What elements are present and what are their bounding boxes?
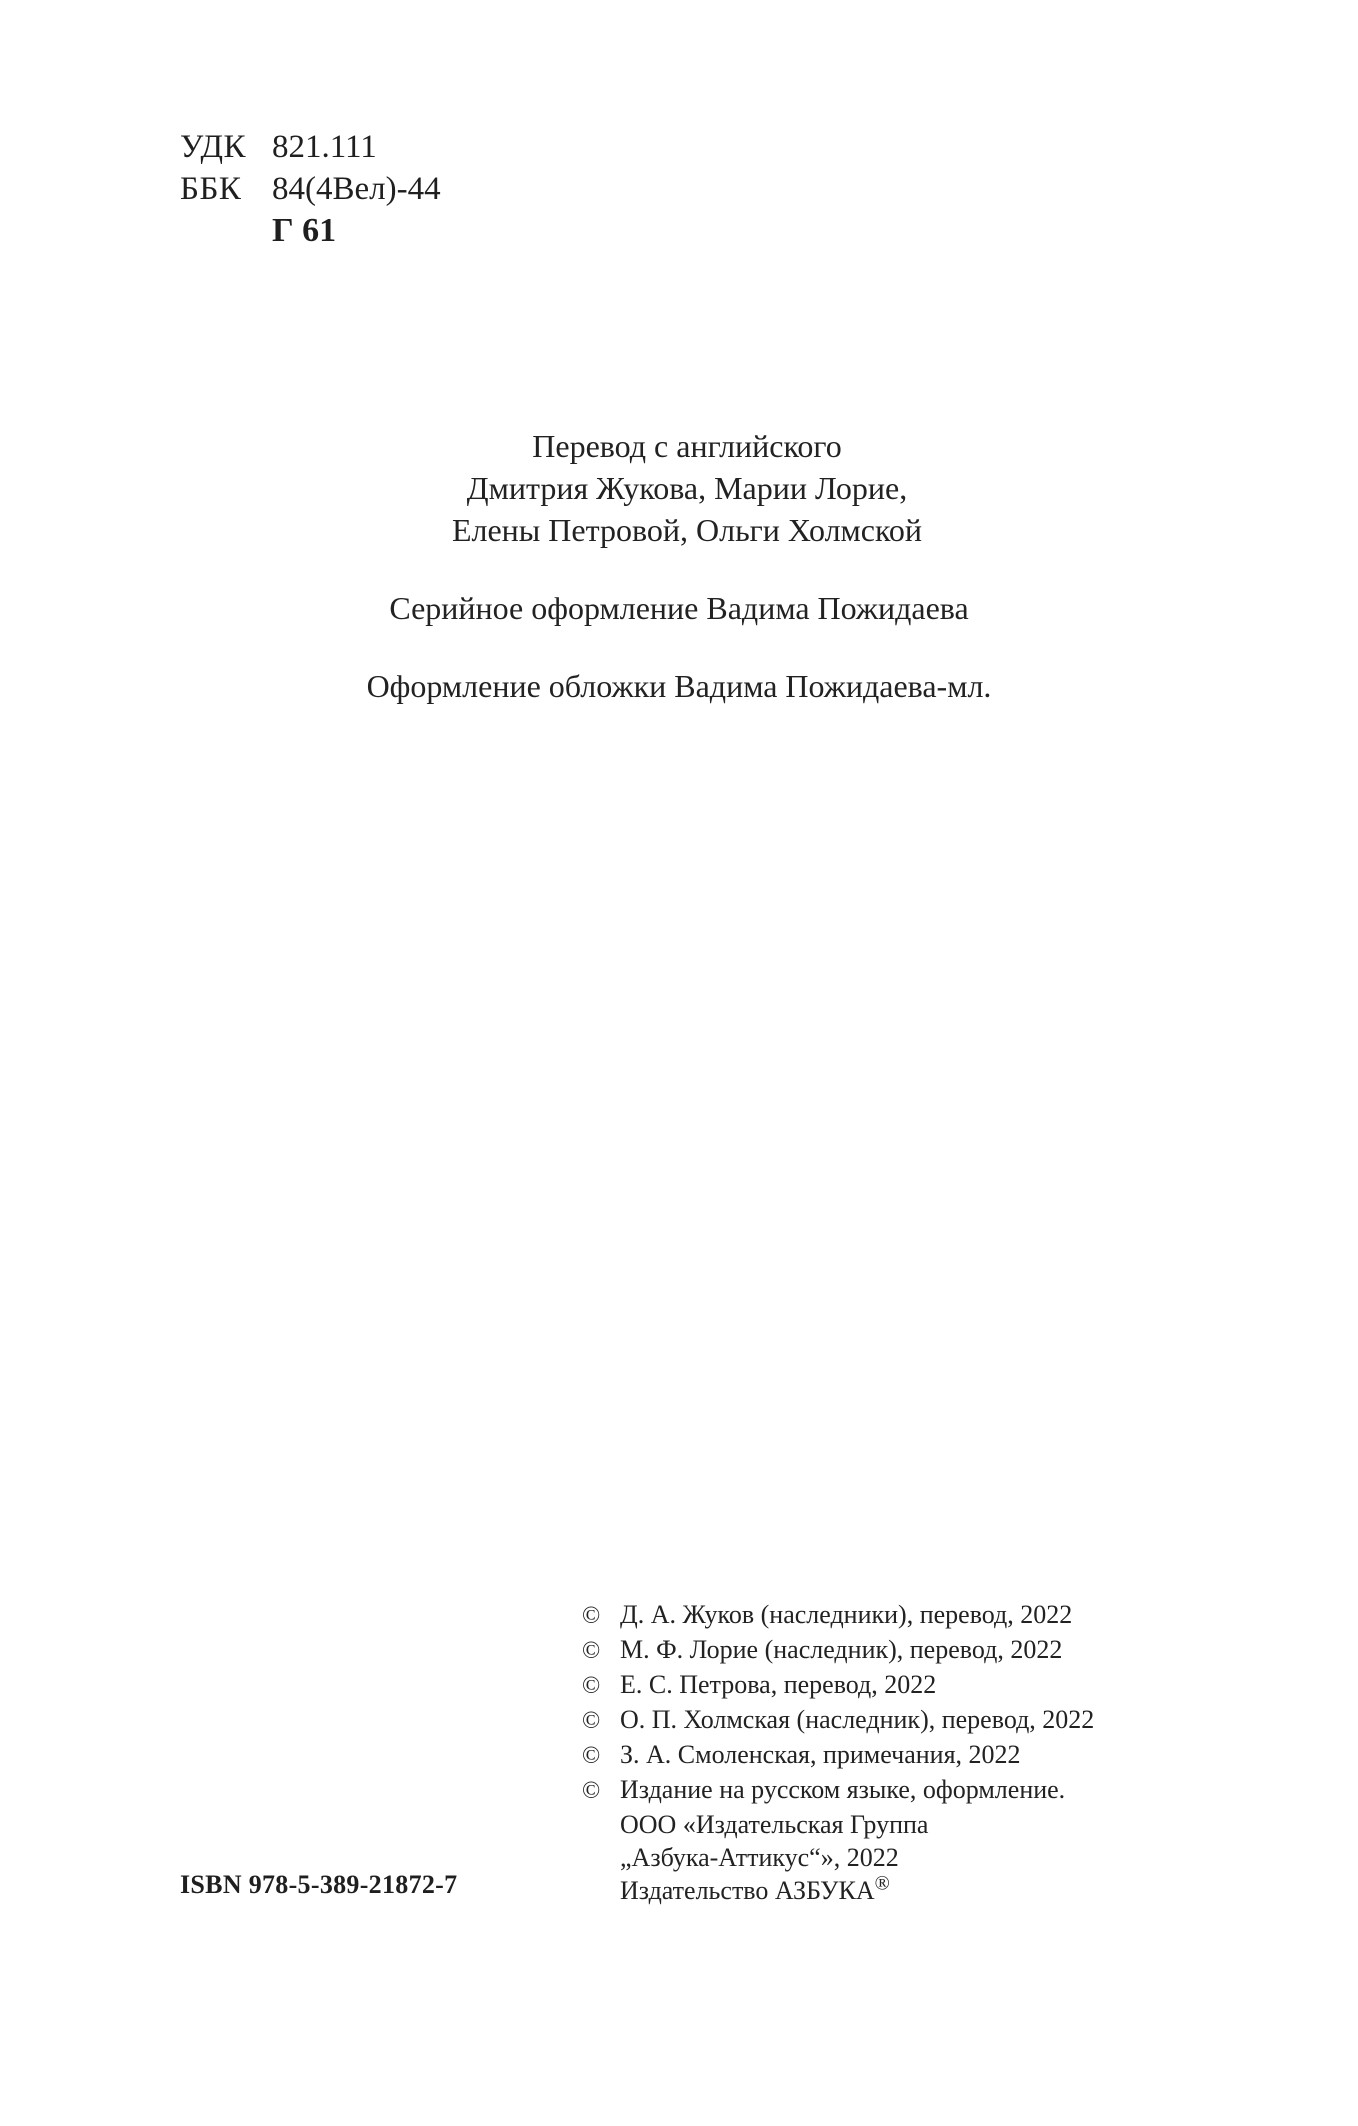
registered-mark: ®: [874, 1872, 890, 1895]
cover-design-credit: Оформление обложки Вадима Пожидаева-мл.: [366, 668, 992, 704]
publisher-line: „Азбука-Аттикус“», 2022: [620, 1843, 899, 1872]
copyright-line: [582, 1633, 1094, 1668]
imprint-line: [582, 1874, 1094, 1907]
copyright-text: З. А. Смоленская, примечания, 2022: [620, 1740, 1021, 1769]
bbk-label: ББК: [180, 171, 242, 207]
copyright-line: [582, 1773, 1094, 1808]
isbn: ISBN 978-5-389-21872-7: [180, 1870, 458, 1899]
udk-row: [180, 126, 441, 168]
copyright-symbol: ©: [582, 1708, 601, 1734]
copyright-symbol: ©: [582, 1638, 601, 1664]
copyright-text: Е. С. Петрова, перевод, 2022: [620, 1670, 937, 1699]
copyright-line: [582, 1703, 1094, 1738]
copyright-symbol: ©: [582, 1673, 601, 1699]
udk-value: 821.111: [272, 129, 377, 165]
imprint-name: Издательство АЗБУКА: [620, 1876, 875, 1905]
series-design-credit: Серийное оформление Вадима Пожидаева: [389, 590, 969, 626]
udk-label: УДК: [180, 129, 247, 165]
copyright-text: Д. А. Жуков (наследники), перевод, 2022: [620, 1600, 1073, 1629]
copyright-line: [582, 1738, 1094, 1773]
bbk-row: [180, 168, 441, 210]
translation-line: Дмитрия Жукова, Марии Лорие,: [466, 470, 908, 506]
copyright-line: [582, 1668, 1094, 1703]
copyright-text: М. Ф. Лорие (наследник), перевод, 2022: [620, 1635, 1063, 1664]
copyright-symbol: ©: [582, 1778, 601, 1804]
bbk-value: 84(4Вел)-44: [272, 171, 441, 207]
translation-line: Елены Петровой, Ольги Холмской: [451, 512, 923, 548]
translation-line: Перевод с английского: [532, 428, 842, 464]
copyright-symbol: ©: [582, 1603, 601, 1629]
copyright-block: [582, 1598, 1094, 1907]
translation-credit: [0, 425, 1358, 551]
copyright-text: Издание на русском языке, оформление.: [620, 1775, 1066, 1804]
library-classification: [180, 126, 441, 252]
author-mark: Г 61: [272, 212, 337, 249]
copyright-text: О. П. Холмская (наследник), перевод, 2022: [620, 1705, 1095, 1734]
copyright-line: [582, 1598, 1094, 1633]
copyright-symbol: ©: [582, 1743, 601, 1769]
publisher-line: ООО «Издательская Группа: [620, 1810, 929, 1839]
credits-block: [0, 425, 1358, 707]
